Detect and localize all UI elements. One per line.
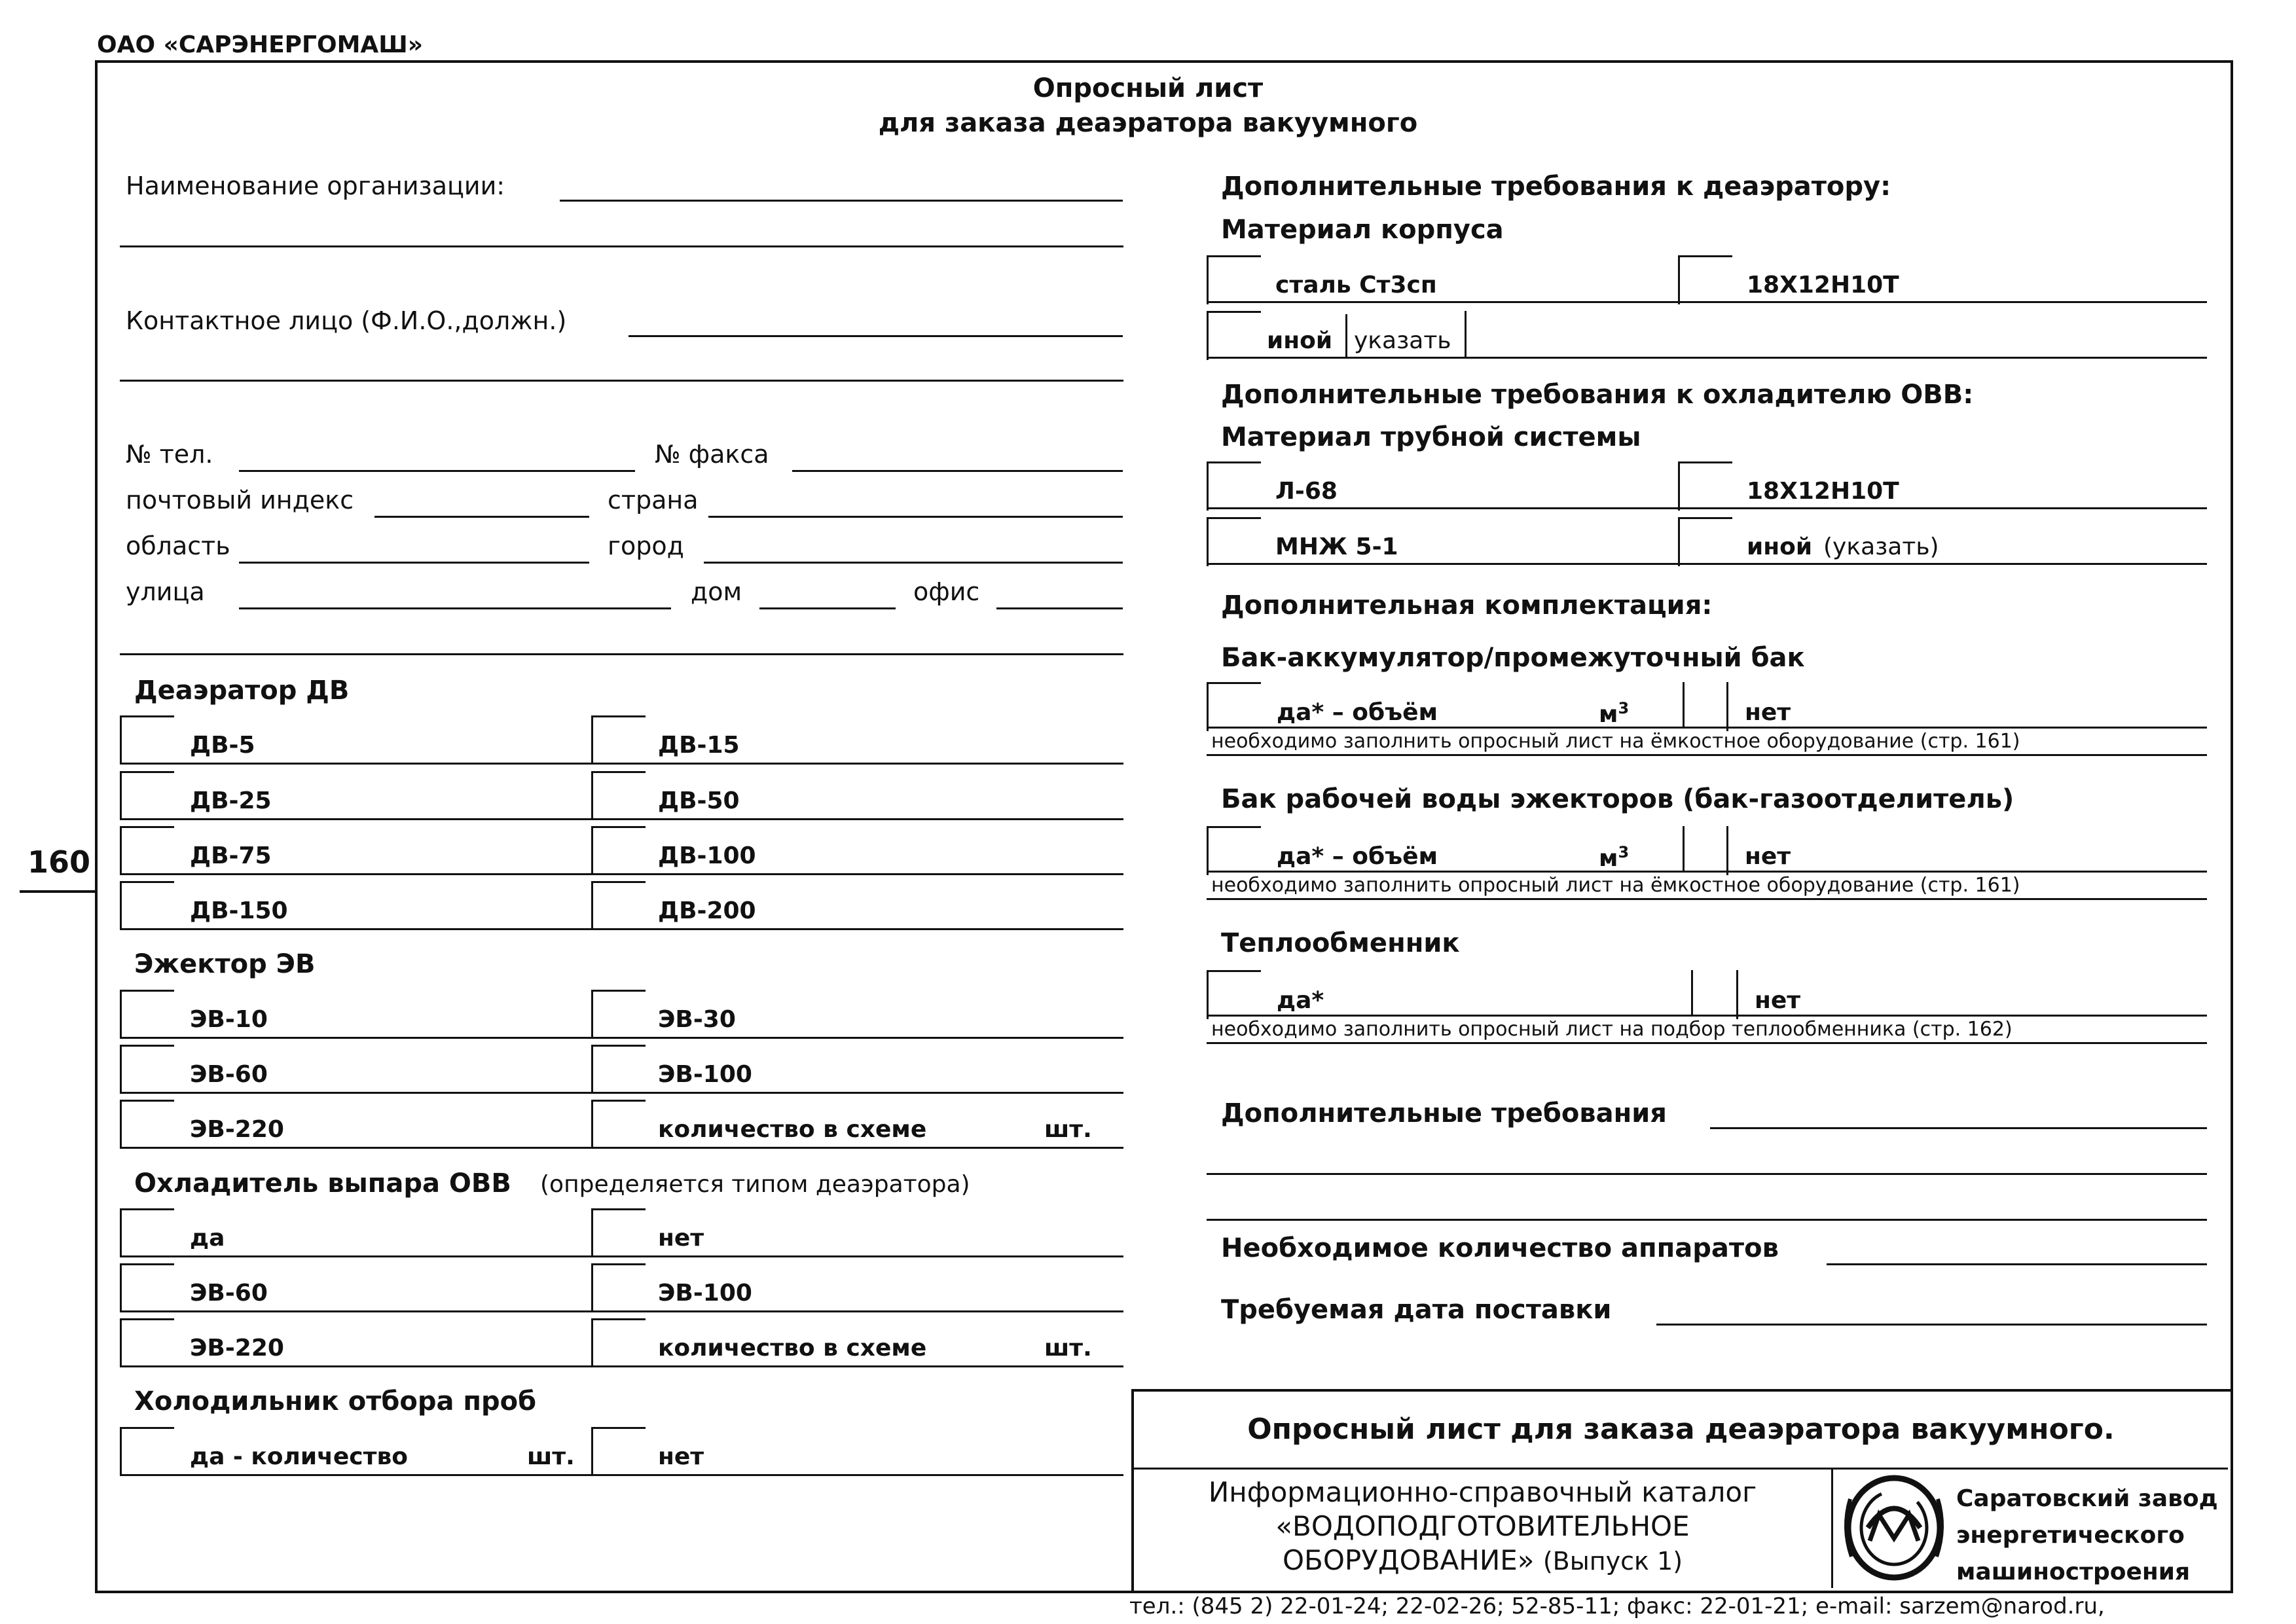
cooler-pcs: шт.	[1044, 1335, 1092, 1362]
checkbox-ejector-tank-yes[interactable]	[1207, 826, 1261, 875]
delivery-field[interactable]	[1656, 1324, 2207, 1326]
checkbox-dv-150[interactable]	[120, 881, 174, 930]
extra-deaerator-heading: Дополнительные требования к деаэратору:	[1221, 171, 1891, 202]
option-cooler-ev-100: ЭВ-100	[658, 1280, 752, 1307]
option-body-other: иной	[1267, 327, 1333, 354]
office-field[interactable]	[996, 607, 1123, 609]
contact-label: Контактное лицо (Ф.И.О.,должн.)	[126, 306, 567, 335]
tube-other-field[interactable]	[1678, 563, 2207, 565]
checkbox-dv-25[interactable]	[120, 771, 174, 820]
street-label: улица	[126, 577, 205, 606]
option-cooler-yes: да	[190, 1225, 225, 1252]
catalog-line1: Информационно-справочный каталог	[1208, 1476, 1757, 1508]
checkbox-sampler-no[interactable]	[591, 1427, 646, 1476]
row-line	[120, 1365, 591, 1367]
ejector-tank-heading: Бак рабочей воды эжекторов (бак-газоотделитель)	[1221, 784, 2014, 814]
option-ev-30: ЭВ-30	[658, 1006, 736, 1033]
divider	[1683, 826, 1685, 872]
row-line	[591, 1365, 1123, 1367]
option-cooler-no: нет	[658, 1225, 704, 1252]
row-line	[1207, 507, 1678, 509]
row-line	[120, 1037, 591, 1039]
divider	[1683, 682, 1685, 728]
tel-label: № тел.	[126, 440, 213, 469]
checkbox-cooler-qty[interactable]	[591, 1318, 646, 1367]
option-dv-5: ДВ-5	[190, 732, 255, 759]
checkbox-dv-200[interactable]	[591, 881, 646, 930]
option-tube-l68: Л-68	[1275, 478, 1338, 505]
row-line	[1207, 563, 1678, 565]
delivery-label: Требуемая дата поставки	[1221, 1295, 1612, 1325]
checkbox-ejector-tank-no[interactable]	[1726, 826, 1728, 875]
option-dv-50: ДВ-50	[658, 787, 740, 814]
row-line	[1207, 727, 2207, 729]
checkbox-body-18x12[interactable]	[1678, 255, 1732, 304]
extra-equipment-heading: Дополнительная комплектация:	[1221, 590, 1713, 621]
quantity-label: Необходимое количество аппаратов	[1221, 1233, 1779, 1263]
heat-exchanger-yes: да*	[1277, 987, 1324, 1014]
form-subtitle: для заказа деаэратора вакуумного	[878, 108, 1418, 138]
address-field-line2[interactable]	[120, 653, 1123, 655]
checkbox-dv-15[interactable]	[591, 715, 646, 765]
footer-banner: Опросный лист для заказа деаэратора вакуумного.	[1247, 1413, 2115, 1446]
deaerator-heading: Деаэратор ДВ	[134, 676, 350, 706]
org-field[interactable]	[560, 200, 1123, 202]
tank-heading: Бак-аккумулятор/промежуточный бак	[1221, 643, 1805, 673]
checkbox-tube-l68[interactable]	[1207, 461, 1261, 511]
checkbox-tube-mnzh[interactable]	[1207, 517, 1261, 566]
row-line	[120, 818, 591, 820]
option-ev-60: ЭВ-60	[190, 1061, 268, 1088]
contact-field[interactable]	[629, 335, 1123, 337]
contacts-line: тел.: (845 2) 22-01-24; 22-02-26; 52-85-11; факс: 22-01-21; e-mail: sarzem@narod.ru,	[1129, 1593, 2105, 1619]
note-underline	[1207, 1042, 2207, 1044]
tank-unit: $м^3$	[1599, 699, 1630, 728]
checkbox-sampler-yes[interactable]	[120, 1427, 174, 1476]
option-sampler-no: нет	[658, 1443, 704, 1470]
checkbox-dv-100[interactable]	[591, 826, 646, 875]
sampler-pcs: шт.	[527, 1443, 575, 1470]
row-line	[120, 873, 591, 875]
extra-requirements-line3[interactable]	[1207, 1219, 2207, 1221]
country-field[interactable]	[708, 516, 1123, 518]
form-frame	[95, 60, 2233, 1593]
ejector-pcs: шт.	[1044, 1116, 1092, 1143]
row-line	[120, 1092, 591, 1094]
page-number: 160	[27, 844, 91, 880]
ejector-tank-note: необходимо заполнить опросный лист на ёмкостное оборудование (стр. 161)	[1211, 874, 2020, 897]
checkbox-tube-18x12[interactable]	[1678, 461, 1732, 511]
checkbox-heat-exchanger-no[interactable]	[1736, 970, 1738, 1019]
row-line	[591, 1092, 1123, 1094]
option-ev-10: ЭВ-10	[190, 1006, 268, 1033]
company-logo	[1838, 1473, 1950, 1583]
option-sampler-yes: да - количество	[190, 1443, 408, 1470]
plant-name	[1956, 1481, 2218, 1591]
tel-field[interactable]	[239, 470, 635, 472]
row-line	[120, 1147, 591, 1149]
footer-vertical-divider	[1831, 1468, 1833, 1588]
cooler-qty-label: количество в схеме	[658, 1335, 927, 1362]
checkbox-body-st3sp[interactable]	[1207, 255, 1261, 304]
ejector-tank-yes-volume: да* – объём	[1277, 843, 1438, 870]
note-underline	[1207, 898, 2207, 900]
option-tube-mnzh: МНЖ 5-1	[1275, 533, 1398, 560]
option-dv-150: ДВ-150	[190, 897, 288, 924]
row-line	[1207, 1015, 2207, 1017]
ejector-qty-label: количество в схеме	[658, 1116, 927, 1143]
option-tube-other: иной	[1747, 533, 1813, 560]
region-label: область	[126, 532, 230, 560]
option-dv-25: ДВ-25	[190, 787, 272, 814]
divider	[1465, 311, 1467, 358]
fax-field[interactable]	[792, 470, 1123, 472]
plant-line1: Саратовский завод	[1956, 1485, 2218, 1512]
row-line	[591, 1255, 1123, 1257]
option-ev-220: ЭВ-220	[190, 1116, 284, 1143]
option-cooler-ev-220: ЭВ-220	[190, 1335, 284, 1362]
row-line	[591, 763, 1123, 765]
org-label: Наименование организации:	[126, 171, 505, 200]
row-line	[120, 928, 591, 930]
option-tube-18x12: 18Х12Н10Т	[1747, 478, 1899, 505]
checkbox-ev-10[interactable]	[120, 990, 174, 1039]
checkbox-dv-50[interactable]	[591, 771, 646, 820]
divider	[1345, 314, 1347, 358]
option-dv-100: ДВ-100	[658, 842, 756, 869]
tube-material-heading: Материал трубной системы	[1221, 422, 1641, 452]
checkbox-cooler-ev-60[interactable]	[120, 1263, 174, 1312]
checkbox-tank-no[interactable]	[1726, 682, 1728, 731]
house-label: дом	[691, 577, 742, 606]
catalog-line2: «ВОДОПОДГОТОВИТЕЛЬНОЕ	[1275, 1510, 1690, 1542]
row-line	[120, 763, 591, 765]
tank-note: необходимо заполнить опросный лист на ёмкостное оборудование (стр. 161)	[1211, 730, 2020, 753]
row-line	[1207, 871, 2207, 873]
row-line	[1678, 507, 2207, 509]
tank-yes-volume: да* – объём	[1277, 699, 1438, 726]
checkbox-ev-qty[interactable]	[591, 1100, 646, 1149]
row-line	[591, 873, 1123, 875]
checkbox-cooler-ev-220[interactable]	[120, 1318, 174, 1367]
footer-divider	[1131, 1468, 2228, 1470]
org-field-line2[interactable]	[120, 245, 1123, 247]
row-line	[591, 818, 1123, 820]
option-body-18x12: 18Х12Н10Т	[1747, 272, 1899, 298]
cooler-heading: Охладитель выпара ОВВ	[134, 1168, 511, 1199]
row-line	[591, 1037, 1123, 1039]
country-label: страна	[608, 486, 699, 514]
extra-requirements-label: Дополнительные требования	[1221, 1098, 1667, 1128]
fax-label: № факса	[655, 440, 769, 469]
checkbox-tank-yes[interactable]	[1207, 682, 1261, 731]
tube-specify: (указать)	[1823, 533, 1939, 560]
tank-no: нет	[1745, 699, 1791, 726]
row-line	[591, 1147, 1123, 1149]
checkbox-dv-5[interactable]	[120, 715, 174, 765]
contact-field-line2[interactable]	[120, 380, 1123, 382]
sampler-heading: Холодильник отбора проб	[134, 1386, 537, 1416]
option-dv-15: ДВ-15	[658, 732, 740, 759]
house-field[interactable]	[759, 607, 896, 609]
checkbox-cooler-no[interactable]	[591, 1208, 646, 1257]
cooler-note: (определяется типом деаэратора)	[540, 1171, 970, 1198]
row-line	[120, 1310, 591, 1312]
body-other-field[interactable]	[1207, 357, 2207, 359]
checkbox-ev-100[interactable]	[591, 1045, 646, 1094]
ejector-tank-no: нет	[1745, 843, 1791, 870]
page-number-rule	[20, 890, 97, 893]
divider	[1691, 970, 1693, 1016]
checkbox-cooler-ev-100[interactable]	[591, 1263, 646, 1312]
checkbox-tube-other[interactable]	[1678, 517, 1732, 566]
street-field[interactable]	[239, 607, 671, 609]
office-label: офис	[913, 577, 980, 606]
checkbox-dv-75[interactable]	[120, 826, 174, 875]
company-name: ОАО «САРЭНЕРГОМАШ»	[97, 31, 424, 58]
note-underline	[1207, 754, 2207, 756]
option-dv-200: ДВ-200	[658, 897, 756, 924]
ejector-tank-unit: $м^3$	[1599, 843, 1630, 872]
checkbox-ev-30[interactable]	[591, 990, 646, 1039]
checkbox-ev-60[interactable]	[120, 1045, 174, 1094]
checkbox-heat-exchanger-yes[interactable]	[1207, 970, 1261, 1019]
city-field[interactable]	[704, 562, 1123, 564]
zip-label: почтовый индекс	[126, 486, 354, 514]
ejector-heading: Эжектор ЭВ	[134, 949, 316, 979]
heat-exchanger-no: нет	[1755, 987, 1801, 1014]
row-line	[1678, 301, 2207, 303]
option-dv-75: ДВ-75	[190, 842, 272, 869]
catalog-line3: ОБОРУДОВАНИЕ» (Выпуск 1)	[1282, 1544, 1683, 1576]
row-line	[1207, 301, 1678, 303]
plant-line2: энергетического	[1956, 1522, 2185, 1549]
form-title: Опросный лист	[1032, 73, 1264, 103]
checkbox-cooler-yes[interactable]	[120, 1208, 174, 1257]
heat-exchanger-note: необходимо заполнить опросный лист на подбор теплообменника (стр. 162)	[1211, 1018, 2013, 1041]
body-specify: указать	[1354, 327, 1451, 354]
row-line	[591, 1310, 1123, 1312]
region-field[interactable]	[239, 562, 589, 564]
body-material-heading: Материал корпуса	[1221, 215, 1504, 245]
option-ev-100: ЭВ-100	[658, 1061, 752, 1088]
row-line	[591, 928, 1123, 930]
city-label: город	[608, 532, 684, 560]
row-line	[120, 1255, 591, 1257]
extra-cooler-heading: Дополнительные требования к охладителю ОВВ:	[1221, 380, 1974, 410]
checkbox-body-other[interactable]	[1207, 311, 1261, 360]
extra-requirements-field[interactable]	[1710, 1127, 2207, 1129]
row-line	[120, 1474, 591, 1476]
zip-field[interactable]	[374, 516, 589, 518]
option-cooler-ev-60: ЭВ-60	[190, 1280, 268, 1307]
checkbox-ev-220[interactable]	[120, 1100, 174, 1149]
option-body-st3sp: сталь Ст3сп	[1275, 272, 1437, 298]
catalog-info	[1134, 1475, 1831, 1578]
row-line	[591, 1474, 1123, 1476]
extra-requirements-line2[interactable]	[1207, 1173, 2207, 1175]
heat-exchanger-heading: Теплообменник	[1221, 928, 1460, 958]
plant-line3: машиностроения	[1956, 1559, 2191, 1585]
quantity-field[interactable]	[1827, 1263, 2207, 1265]
